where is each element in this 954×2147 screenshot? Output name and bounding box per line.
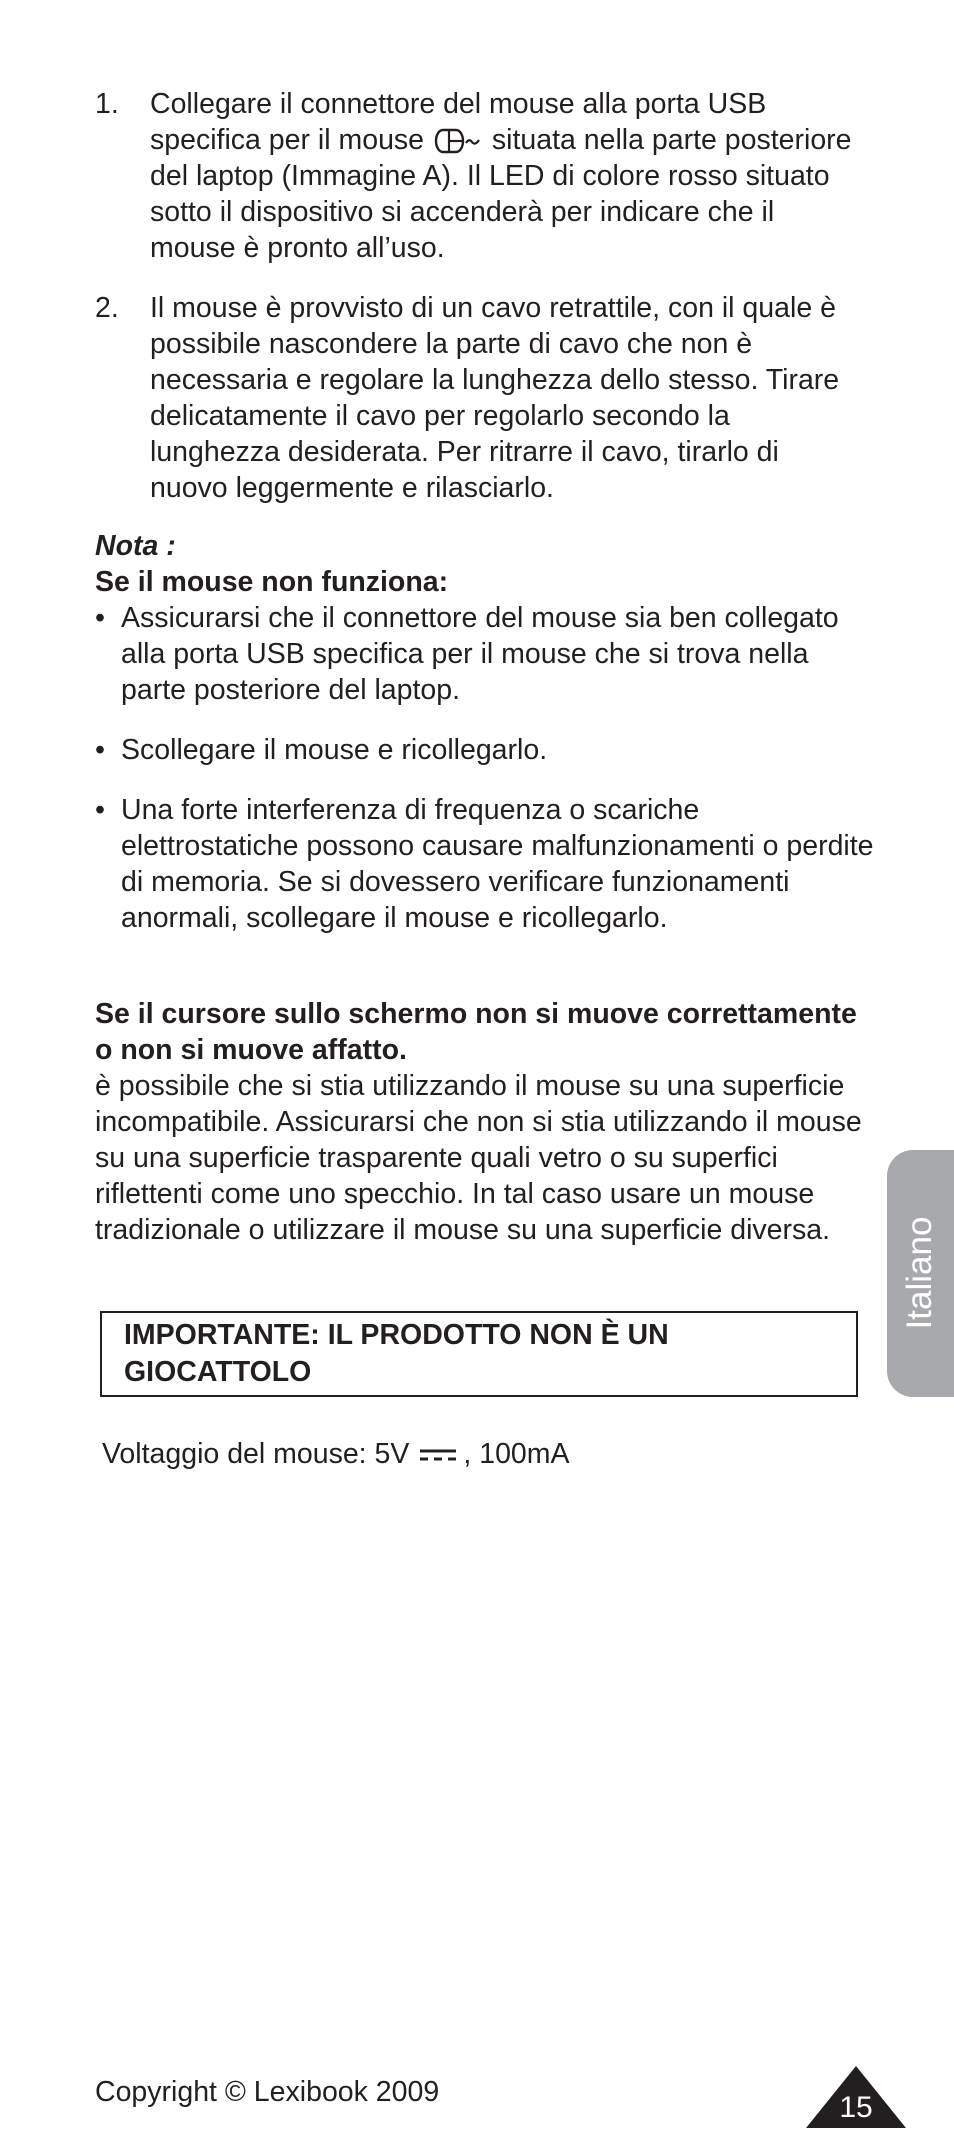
mouse-port-icon	[434, 128, 482, 154]
bullet-icon: •	[95, 602, 105, 634]
current-value: , 100mA	[463, 1438, 570, 1470]
step-number: 2.	[95, 292, 119, 324]
cursor-body: è possibile che si stia utilizzando il mouse su una superficie incompatibile. Assicurarsi che non si stia utilizzando il mouse su una superficie trasparente quali vetro o su superfici riflettenti come uno specchio. In tal caso usare un mouse tradizionale o utilizzare il mouse su una superficie diversa.	[95, 1070, 862, 1246]
list-item	[95, 792, 875, 936]
note-section	[95, 528, 875, 960]
step-text: Il mouse è provvisto di un cavo retrattile, con il quale è possibile nascondere la parte di cavo che non è necessaria e regolare la lunghezza dello stesso. Tirare delicatamente il cavo per regolarlo secondo la lunghezza desiderata. Per ritrarre il cavo, tirarlo di nuovo leggermente e rilasciarlo.	[150, 292, 840, 504]
language-tab-label: Italiano	[900, 1216, 939, 1330]
step-text-continued: situata nella parte posteriore del laptop (Immagine A). Il LED di colore rosso situato sotto il dispositivo si accenderà per indicare che il mouse è pronto all’uso.	[150, 124, 852, 264]
step-number: 1.	[95, 88, 119, 120]
troubleshooting-list	[95, 600, 875, 936]
step-1	[95, 86, 855, 266]
page-number: 15	[839, 2091, 873, 2124]
cursor-heading: Se il cursore sullo schermo non si muove correttamente o non si muove affatto.	[95, 998, 857, 1066]
list-item	[95, 600, 875, 708]
bullet-icon: •	[95, 734, 105, 766]
list-item	[95, 732, 875, 768]
important-notice: IMPORTANTE: IL PRODOTTO NON È UN GIOCATTOLO	[100, 1311, 858, 1397]
dc-current-icon	[419, 1448, 457, 1462]
list-item-text: Assicurarsi che il connettore del mouse sia ben collegato alla porta USB specifica per il mouse che si trova nella parte posteriore del laptop.	[121, 602, 839, 706]
list-item-text: Scollegare il mouse e ricollegarlo.	[121, 734, 548, 766]
voltage-spec	[102, 1436, 570, 1472]
list-item-text: Una forte interferenza di frequenza o scariche elettrostatiche possono causare malfunzionamenti o perdite di memoria. Se si dovessero verificare funzionamenti anormali, scollegare il mouse e ricollegarlo.	[121, 794, 874, 934]
instruction-steps	[95, 86, 855, 530]
copyright-text: Copyright © Lexibook 2009	[95, 2076, 440, 2108]
note-heading: Se il mouse non funziona:	[95, 566, 449, 598]
cursor-troubleshooting	[95, 996, 875, 1248]
step-2	[95, 290, 855, 506]
note-label: Nota :	[95, 530, 176, 562]
voltage-label: Voltaggio del mouse: 5V	[102, 1438, 410, 1470]
bullet-icon: •	[95, 794, 105, 826]
step-text: Collegare il connettore del mouse alla porta USB specifica per il mouse	[150, 88, 767, 156]
